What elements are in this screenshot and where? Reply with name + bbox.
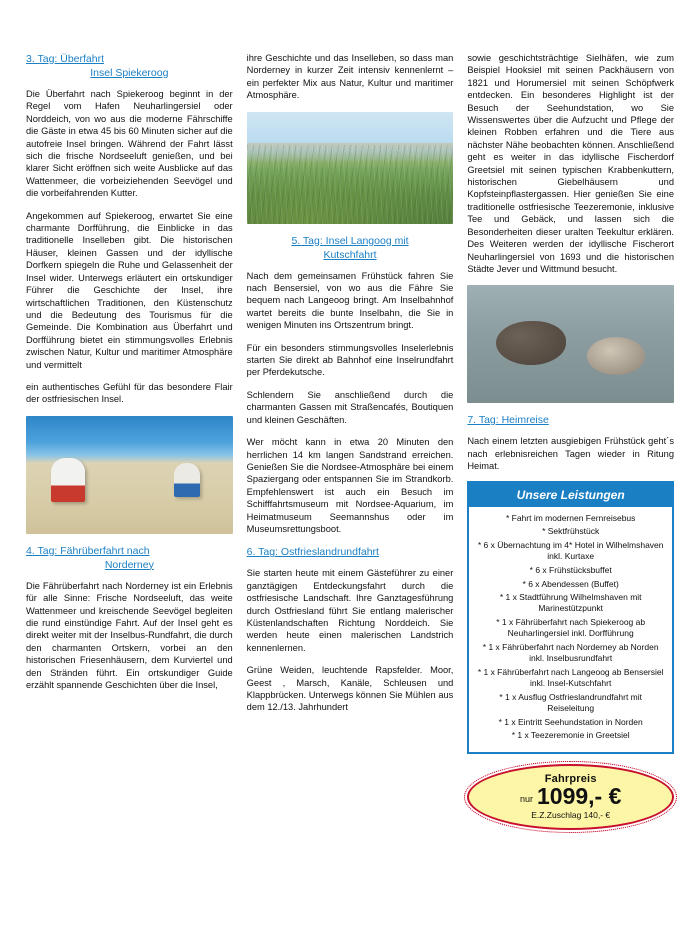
paragraph-day-3-c: ein authentisches Gefühl für das besondere Flair der ostfriesischen Insel. (26, 381, 233, 405)
service-item: * 1 x Fährüberfahrt nach Spiekeroog ab Neuharlingersiel inkl. Dorfführung (476, 617, 665, 639)
paragraph-day-3-b: Angekommen auf Spiekeroog, erwartet Sie eine charmante Dorfführung, die Einblicke in das traditionelle Inselleben gibt. Die historischen Häuser, kleinen Gassen und der idyllische Dorfkern spiegeln die Ruhe und Gelassenheit der Insel wider. Unterwegs erläutert ein ortskundiger Führer die Geschichte der Insel, ihre wirtschaftlichen Traditionen, den Küstenschutz und die Bedeutung des Tourismus für die Gemeinde. Die Kombination aus Überfahrt und Dorfführung bietet ein stimmungsvolles Erlebnis zwischen Natur, Kultur und maritimer Atmosphäre und vermittelt (26, 210, 233, 370)
heading-day-7-line1: 7. Tag: Heimreise (467, 414, 549, 427)
column-right (467, 52, 674, 921)
services-list (469, 513, 672, 742)
service-item: * 1 x Teezeremonie in Greetsiel (476, 730, 665, 741)
price-stamp (467, 764, 674, 830)
heading-day-4-line1: 4. Tag: Fährüberfahrt nach (26, 544, 150, 557)
service-item: * 6 x Abendessen (Buffet) (476, 579, 665, 590)
price-prefix: nur (519, 794, 533, 805)
heading-day-5 (247, 234, 454, 262)
service-item: * 1 x Stadtführung Wilhelmshaven mit Marinestützpunkt (476, 592, 665, 614)
price-surcharge: E.Z.Zuschlag 140,- € (531, 810, 611, 821)
service-item: * 1 x Eintritt Seehundstation in Norden (476, 717, 665, 728)
photo-beach-chairs (26, 416, 233, 534)
photo-dunes (247, 112, 454, 224)
column-left (26, 52, 233, 921)
paragraph-day-4: Die Fährüberfahrt nach Norderney ist ein Erlebnis für alle Sinne: Frische Nordseeluft, das weite Wattenmeer und kreischende Seevögel begleiten die rund einstündige Fahrt. Auf der Insel geht es direkt weiter mit der Inselbus-Rundfahrt, die durch den charmanten Ortskern, vorbei an den historischen Friesenhäusern, dem Kurviertel und den Stränden führt. Ein ortskundiger Guide erzählt spannende Geschichten über die Insel, (26, 580, 233, 690)
service-item: * 6 x Übernachtung im 4* Hotel in Wilhelmshaven inkl. Kurtaxe (476, 540, 665, 562)
service-item: * 1 x Fährüberfahrt nach Langeoog ab Bensersiel inkl. Insel-Kutschfahrt (476, 667, 665, 689)
paragraph-day-5-a: Nach dem gemeinsamen Frühstück fahren Sie nach Bensersiel, von wo aus die Fähre Sie bequem nach Langeoog bringt. Am Inselbahnhof wartet bereits die bunte Inselbahn, die Sie in wenigen Minuten ins Ortszentrum bringt. (246, 270, 454, 331)
photo-seals (467, 285, 674, 403)
paragraph-day-6-cont: sowie geschichtsträchtige Sielhäfen, wie zum Beispiel Hooksiel mit seinen Packhäusern von 1821 und Horumersiel mit seinen Schöpfwerk entdecken. Ein besonderes Highlight ist der Besuch der Seehundstation, wo Sie Wissenswertes über die Aufzucht und Pflege der kleinen Robben erfahren und die Tiere aus nächster Nähe beobachten können. Anschließend geht es weiter in das idyllische Fischerdorf Greetsiel mit seinen typischen Krabbenkuttern, historischen Giebelhäusern und Kopfsteinpflastergassen. Hier genießen Sie eine traditionelle ostfriesische Teezeremonie, inklusive Tee und Gebäck, und lassen sich die Besonderheiten dieser uralten Teekultur erklären. Des Weiteren werden der idyllische Fischerort Neuharlingersiel von 1693 und die historischen Städte Jever und Wittmund besucht. (467, 53, 675, 274)
heading-day-6 (247, 545, 454, 559)
heading-day-3-line2: Insel Spiekeroog (90, 67, 169, 79)
heading-day-4-line2: Norderney (104, 558, 154, 571)
column-middle (247, 52, 454, 921)
service-item: * 1 x Ausflug Ostfrieslandrundfahrt mit Reiseleitung (476, 692, 665, 714)
paragraph-day-4-cont: ihre Geschichte und das Inselleben, so dass man Norderney in kurzer Zeit intensiv kennenlernt – ein perfekter Mix aus Natur, Kultur und maritimer Atmosphäre. (246, 53, 454, 101)
heading-day-3-line1: 3. Tag: Überfahrt (26, 53, 105, 65)
service-item: * Fahrt im modernen Fernreisebus (476, 513, 665, 524)
paragraph-day-6-b: Grüne Weiden, leuchtende Rapsfelder. Moor, Geest , Marsch, Kanäle, Schleusen und Klappbrücken. Unterwegs können Sie Mühlen aus dem 12./13. Jahrhundert (246, 665, 454, 713)
paragraph-day-5-c: Schlendern Sie anschließend durch die charmanten Gassen mit Straßencafés, Boutiquen und kleinen Geschäften. (246, 389, 454, 425)
price-row (475, 785, 666, 808)
services-title: Unsere Leistungen (469, 483, 672, 507)
paragraph-day-7: Nach einem letzten ausgiebigen Frühstück geht´s nach erlebnisreichen Tagen wieder in Ritung Heimat. (467, 436, 675, 472)
services-box (467, 481, 674, 755)
column-layout (26, 52, 674, 921)
service-item: * Sektfrühstück (476, 526, 665, 537)
paragraph-day-3-a: Die Überfahrt nach Spiekeroog beginnt in der Regel vom Hafen Neuharlingersiel oder Norddeich, von wo aus die moderne Fährschiffe die Gäste in etwa 45 bis 60 Minuten sicher auf die autofreie Insel bringen. Während der Fahrt lässt sich die frische Nordseeluft genießen, und bei klarer Sicht eröffnen sich weite Ausblicke auf das Wattenmeer, die vorbeiziehenden Seevögel und die vorbeifahrenden Kutter. (26, 89, 233, 199)
heading-day-6-line1: 6. Tag: Ostfrieslandrundfahrt (246, 546, 379, 559)
price-label: Fahrpreis (544, 773, 597, 786)
heading-day-5-line1: 5. Tag: Insel Langoog mit (291, 234, 409, 247)
paragraph-day-5-d: Wer möcht kann in etwa 20 Minuten den herrlichen 14 km langen Sandstrand erreichen. Genießen Sie die Nordsee-Atmosphäre bei einem Spaziergang oder entspannen Sie im Strandkorb. Empfehlenswert ist auch ein Besuch im Schifffahrtsmuseum mit Nordsee-Aquarium, im Heimatmuseum Seemannshus oder im Museumsrettungsboot. (246, 437, 454, 534)
paragraph-day-6: Sie starten heute mit einem Gästeführer zu einer ganztägigen Entdeckungsfahrt durch die ostfriesische Landschaft. Ihre Ganztagesführung durch Ostfriesland führt Sie entlang malerischer Küstenlandschaften Richtung Norddeich. Sie werden heute einen malerischen Landstrich kennenlernen. (246, 568, 454, 653)
service-item: * 6 x Frühstücksbuffet (476, 565, 665, 576)
price-stamp-wrapper (467, 764, 674, 830)
price-amount: 1099,- € (536, 783, 622, 810)
service-item: * 1 x Fährüberfahrt nach Norderney ab Norden inkl. Inselbusrundfahrt (476, 642, 665, 664)
heading-day-5-line2: Kutschfahrt (323, 248, 377, 261)
heading-day-4 (26, 544, 233, 572)
paragraph-day-5-b: Für ein besonders stimmungsvolles Inselerlebnis starten Sie direkt ab Bahnhof eine Inselrundfahrt per Pferdekutsche. (246, 342, 454, 378)
heading-day-3 (26, 52, 233, 80)
heading-day-7 (467, 413, 674, 427)
